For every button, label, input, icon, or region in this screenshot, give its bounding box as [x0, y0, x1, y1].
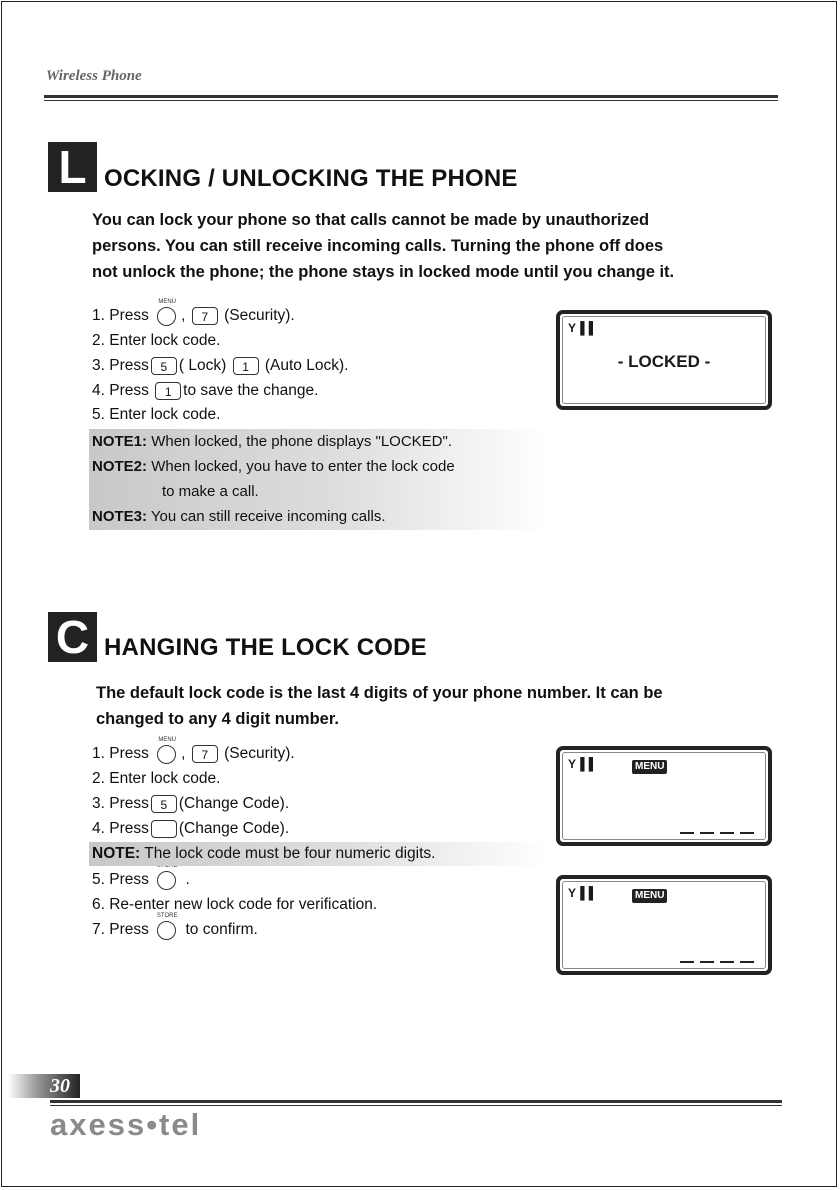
store-key-icon	[156, 870, 178, 890]
step-1: 1. Press MENU , 7 (Security).	[92, 298, 295, 324]
lcd-menu-display-1	[556, 746, 772, 846]
code-placeholder	[680, 832, 754, 834]
step-4: 4. Press (Change Code).	[92, 820, 290, 837]
key-5-icon: 5	[151, 357, 177, 375]
menu-badge: MENU	[632, 760, 667, 774]
brand-logo: axess•tel	[50, 1107, 202, 1142]
page-number: 30	[50, 1075, 70, 1097]
menu-badge: MENU	[632, 889, 667, 903]
step-3: 3. Press 5 (Change Code).	[92, 795, 290, 812]
step-5: 5. Enter lock code.	[92, 406, 221, 423]
note-1: NOTE1: When locked, the phone displays "LOCKED".	[92, 433, 452, 450]
step-3: 3. Press 5 ( Lock) 1 (Auto Lock).	[92, 357, 349, 374]
intro-line: persons. You can still receive incoming calls. Turning the phone off does	[92, 237, 664, 255]
menu-key-icon: MENU	[156, 306, 178, 326]
step-5: 5. Press .	[92, 871, 190, 888]
step-6: 6. Re-enter new lock code for verification.	[92, 896, 378, 913]
step-2: 2. Enter lock code.	[92, 770, 221, 787]
signal-icon: Y▐▐	[568, 321, 594, 335]
step-4: 4. Press 1 to save the change.	[92, 382, 319, 399]
section2-intro	[96, 680, 663, 732]
step-2: 2. Enter lock code.	[92, 332, 221, 349]
store-key-icon: STORE	[156, 920, 178, 940]
section2-title: HANGING THE LOCK CODE	[104, 634, 427, 661]
intro-line: not unlock the phone; the phone stays in locked mode until you change it.	[92, 263, 675, 281]
key-5-icon: 5	[151, 795, 177, 813]
key-1-icon: 1	[233, 357, 259, 375]
signal-icon: Y▐▐	[568, 886, 594, 900]
lcd-locked-text: - LOCKED -	[617, 352, 711, 371]
key-7-icon: 7	[192, 307, 218, 325]
header-rule	[44, 95, 778, 98]
section1-intro	[92, 207, 674, 285]
note-2: NOTE2: When locked, you have to enter the lock code	[92, 458, 455, 475]
note: NOTE: The lock code must be four numeric digits.	[92, 845, 436, 862]
note-2-continued: to make a call.	[162, 483, 259, 500]
header-rule-thin	[44, 100, 778, 101]
blank-key-icon	[151, 820, 177, 838]
intro-line: The default lock code is the last 4 digits of your phone number. It can be	[96, 684, 663, 702]
lcd-menu-display-2	[556, 875, 772, 975]
key-7-icon: 7	[192, 745, 218, 763]
section2-note	[89, 842, 549, 866]
section2-initial: C	[48, 612, 97, 662]
section1-title: OCKING / UNLOCKING THE PHONE	[104, 165, 518, 192]
section1-initial: L	[48, 142, 97, 192]
step-7: 7. Press STORE to confirm.	[92, 912, 258, 938]
header-title: Wireless Phone	[46, 68, 142, 84]
key-1-icon: 1	[155, 382, 181, 400]
code-placeholder	[680, 961, 754, 963]
footer-rule	[50, 1100, 782, 1103]
lcd-locked-display	[556, 310, 772, 410]
section1-steps	[92, 298, 532, 428]
section1-notes	[89, 429, 549, 530]
intro-line: changed to any 4 digit number.	[96, 710, 339, 728]
note-3: NOTE3: You can still receive incoming calls.	[92, 508, 386, 525]
intro-line: You can lock your phone so that calls cannot be made by unauthorized	[92, 211, 650, 229]
signal-icon: Y▐▐	[568, 757, 594, 771]
menu-key-icon: MENU	[156, 744, 178, 764]
footer-rule-thin	[50, 1105, 782, 1106]
step-1: 1. Press MENU , 7 (Security).	[92, 736, 295, 762]
